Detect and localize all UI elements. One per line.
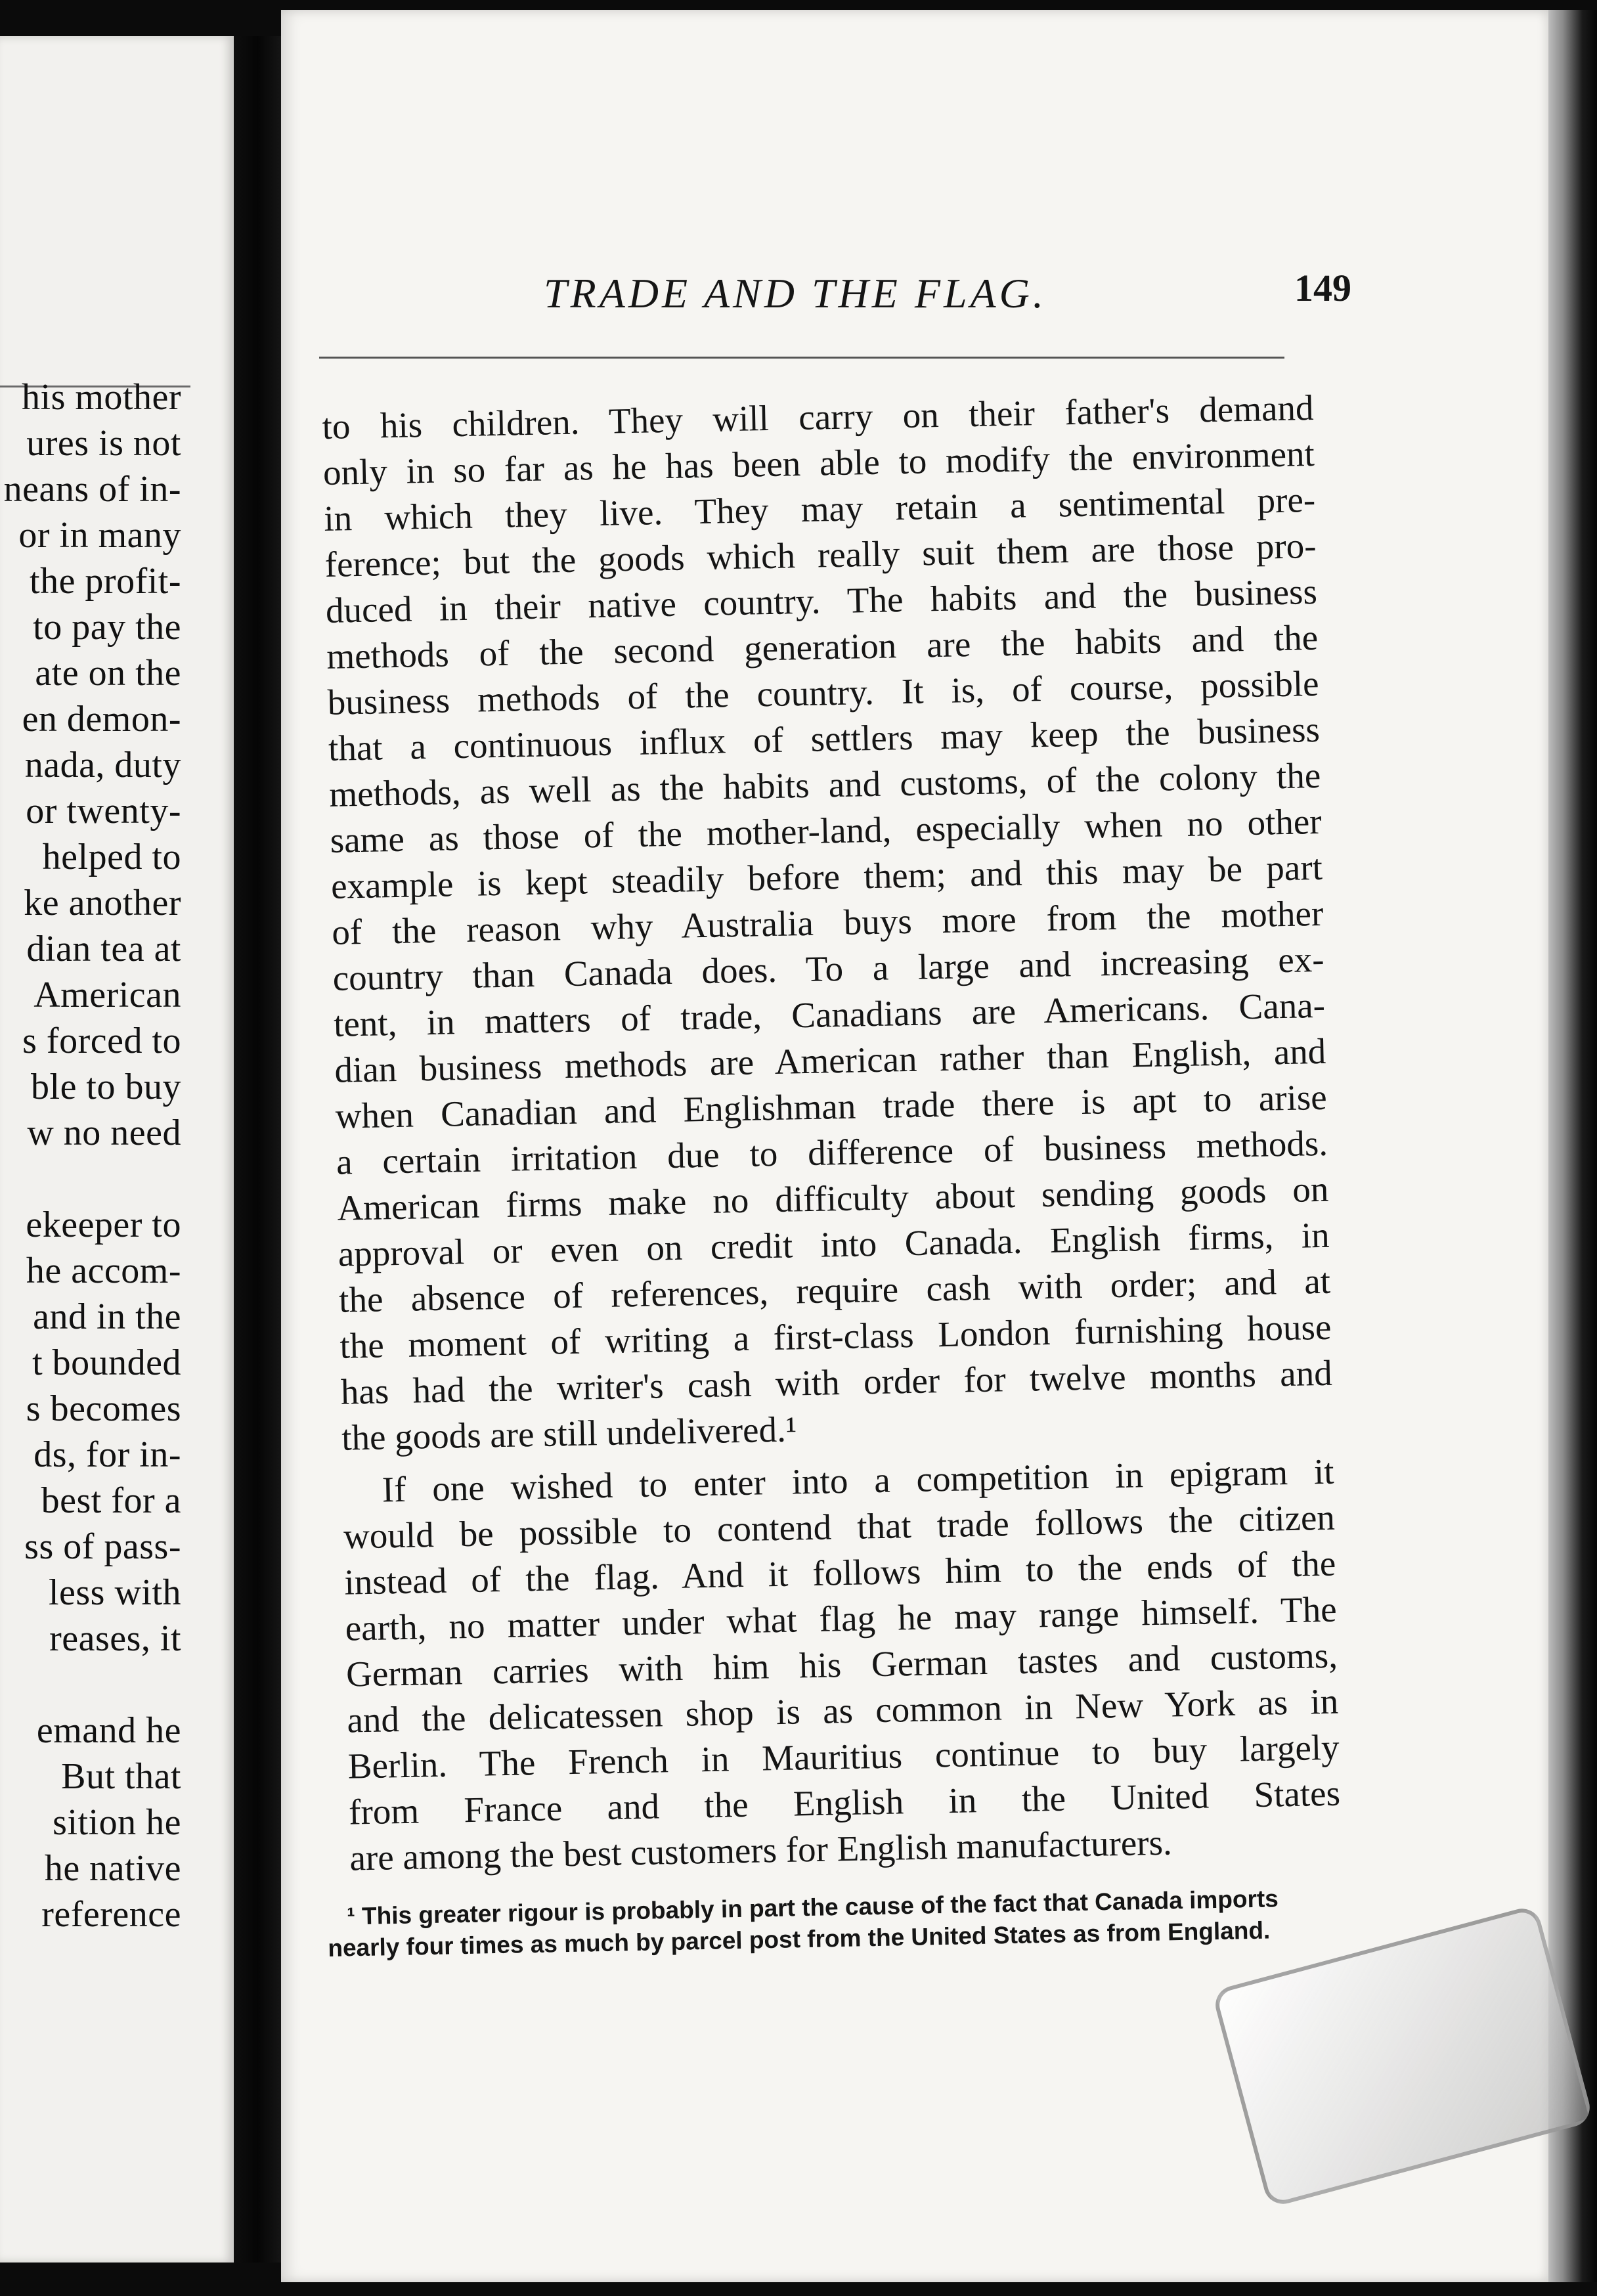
left-text-line: sition he bbox=[53, 1802, 181, 1843]
left-text-line: w no need bbox=[27, 1113, 181, 1153]
left-text-line: ble to buy bbox=[31, 1067, 181, 1107]
text-line: same as those of the mother-land, especially when no other bbox=[330, 801, 1323, 860]
footnote bbox=[327, 1882, 1313, 1964]
text-line: to his children. They will carry on their father's demand bbox=[322, 387, 1314, 447]
text-line: are among the best customers for English manufacturers. bbox=[349, 1822, 1173, 1878]
text-line: in which they live. They may retain a sentimental pre- bbox=[323, 479, 1316, 539]
left-text-line: t bounded bbox=[32, 1342, 181, 1383]
text-line: ference; but the goods which really suit them are those pro- bbox=[324, 525, 1317, 585]
paragraph-1 bbox=[322, 385, 1334, 1461]
text-line: and the delicatessen shop is as common in New York as in bbox=[346, 1681, 1339, 1740]
footnote-line: nearly four times as much by parcel post from the United States as from England. bbox=[327, 1916, 1271, 1962]
left-text-line: or in many bbox=[18, 515, 181, 556]
left-text-line: ekeeper to bbox=[26, 1204, 181, 1245]
text-line: the absence of references, require cash with order; and at bbox=[338, 1260, 1331, 1320]
text-line: has had the writer's cash with order for twelve months and bbox=[340, 1352, 1333, 1412]
text-line: the goods are still undelivered.¹ bbox=[341, 1409, 797, 1458]
text-line: duced in their native country. The habits and the business bbox=[325, 571, 1318, 630]
left-text-line: he accom- bbox=[26, 1250, 181, 1291]
page-edge bbox=[1548, 10, 1597, 2282]
left-text-line: to pay the bbox=[33, 607, 181, 648]
text-line: of the reason why Australia buys more from the mother bbox=[331, 893, 1324, 952]
left-text-line: en demon- bbox=[22, 699, 181, 740]
left-text-line: emand he bbox=[36, 1710, 181, 1751]
body-text bbox=[322, 385, 1342, 1882]
text-line: methods of the second generation are the habits and the bbox=[326, 617, 1319, 676]
right-page bbox=[281, 10, 1548, 2282]
text-line: when Canadian and Englishman trade there is apt to arise bbox=[335, 1076, 1328, 1136]
text-line: tent, in matters of trade, Canadians are Americans. Cana- bbox=[333, 984, 1326, 1044]
left-text-line: ate on the bbox=[35, 653, 181, 694]
left-text-line: and in the bbox=[33, 1296, 181, 1337]
left-page bbox=[0, 36, 234, 2263]
left-text-line: best for a bbox=[41, 1480, 181, 1521]
left-text-line: his mother bbox=[22, 377, 181, 418]
text-line: the moment of writing a first-class London furnishing house bbox=[339, 1306, 1332, 1366]
paragraph-2 bbox=[342, 1449, 1342, 1882]
left-text-line: ures is not bbox=[26, 423, 181, 464]
text-line: If one wished to enter into a competition in epigram it bbox=[382, 1451, 1335, 1510]
left-text-line: ss of pass- bbox=[24, 1526, 181, 1567]
left-text-line: he native bbox=[44, 1848, 181, 1889]
header-rule bbox=[319, 357, 1284, 359]
text-line: dian business methods are American rather than English, and bbox=[334, 1030, 1326, 1090]
page-number: 149 bbox=[1294, 267, 1351, 309]
text-line: a certain irritation due to difference of business methods. bbox=[336, 1122, 1328, 1182]
left-text-line: helped to bbox=[42, 837, 181, 877]
left-text-line: or twenty- bbox=[26, 791, 181, 831]
text-line: instead of the flag. And it follows him to the ends of the bbox=[343, 1543, 1336, 1602]
left-text-line: ke another bbox=[24, 883, 181, 923]
text-line: German carries with him his German tastes and customs, bbox=[345, 1635, 1338, 1694]
left-text-line: ds, for in- bbox=[33, 1434, 181, 1475]
left-text-line: less with bbox=[48, 1572, 181, 1613]
text-line: Berlin. The French in Mauritius continue to buy largely bbox=[347, 1727, 1340, 1786]
left-text-line: dian tea at bbox=[26, 929, 181, 969]
left-text-line: s forced to bbox=[22, 1021, 181, 1061]
text-line: American firms make no difficulty about sending goods on bbox=[336, 1168, 1329, 1228]
left-text-line: the profit- bbox=[30, 561, 181, 602]
text-line: from France and the English in the United States bbox=[348, 1773, 1341, 1832]
text-line: would be possible to contend that trade follows the citizen bbox=[343, 1497, 1336, 1556]
text-line: only in so far as he has been able to modify the environment bbox=[322, 433, 1315, 493]
book-gutter bbox=[234, 36, 281, 2263]
text-line: that a continuous influx of settlers may keep the business bbox=[328, 709, 1321, 768]
text-line: business methods of the country. It is, of course, possible bbox=[327, 663, 1320, 722]
text-line: approval or even on credit into Canada. English firms, in bbox=[338, 1214, 1330, 1274]
left-text-line: neans of in- bbox=[3, 469, 181, 510]
text-line: methods, as well as the habits and customs, of the colony the bbox=[328, 755, 1321, 814]
left-text-line: reference bbox=[41, 1894, 181, 1935]
left-text-line: s becomes bbox=[26, 1388, 181, 1429]
running-title: TRADE AND THE FLAG. bbox=[544, 270, 1047, 317]
footnote-line: ¹ This greater rigour is probably in part the cause of the fact that Canada imports bbox=[347, 1885, 1279, 1930]
left-text-line: nada, duty bbox=[24, 745, 181, 785]
left-text-line: reases, it bbox=[49, 1618, 181, 1659]
left-text-line: But that bbox=[61, 1756, 181, 1797]
text-line: example is kept steadily before them; and this may be part bbox=[330, 847, 1323, 906]
text-line: earth, no matter under what flag he may range himself. The bbox=[345, 1589, 1338, 1648]
text-line: country than Canada does. To a large and increasing ex- bbox=[332, 938, 1325, 998]
left-text-line: American bbox=[33, 975, 181, 1015]
